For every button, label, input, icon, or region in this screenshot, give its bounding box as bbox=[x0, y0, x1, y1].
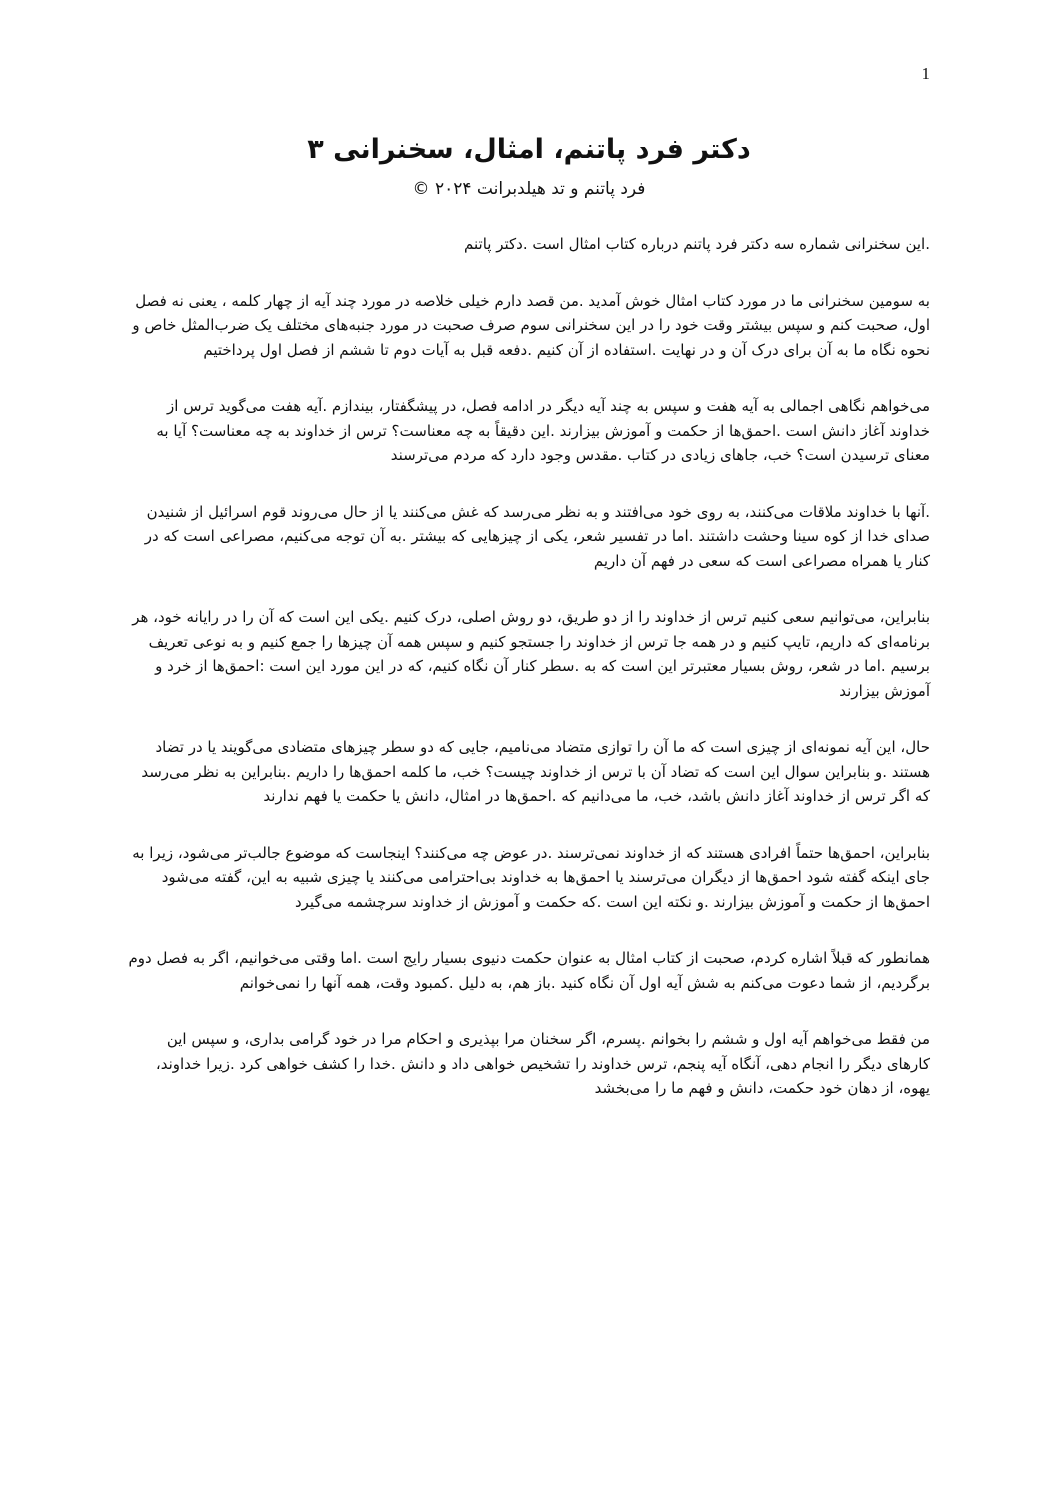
copyright-line: فرد پاتنم و تد هیلدبرانت ۲۰۲۴ © bbox=[412, 179, 646, 199]
paragraph-9: من فقط می‌خواهم آیه اول و ششم را بخوانم .پسرم، اگر سخنان مرا بپذیری و احکام مرا در خود گرامی بداری، و سپس این کارهای دیگر را انجام دهی، آنگاه آیه پنجم، ترس خداوند را تشخیص خواهی داد و دانش .خدا را کشف خواهی کرد .زیرا خداوند، یهوه، از دهان خود حکمت، دانش و فهم ما را می‌بخشد bbox=[155, 1030, 930, 1097]
page-title: دکتر فرد پاتنم، امثال، سخنرانی ۳ bbox=[307, 134, 751, 165]
paragraph-6: حال، این آیه نمونه‌ای از چیزی است که ما آن را توازی متضاد می‌نامیم، جایی که دو سطر چیزهای متضادی می‌گویند یا در تضاد هستند .و بنابراین سوال این است که تضاد آن با ترس از خداوند چیست؟ خب، ما کلمه احمق‌ها را داریم .بنابراین به نظر می‌رسد که اگر ترس از خداوند آغاز دانش باشد، خب، ما می‌دانیم که .احمق‌ها در امثال، دانش یا حکمت یا فهم ندارند bbox=[141, 738, 930, 805]
page-number: 1 bbox=[921, 64, 930, 83]
paragraph-5: بنابراین، می‌توانیم سعی کنیم ترس از خداوند را از دو طریق، دو روش اصلی، درک کنیم .یکی این است که آن را در رایانه خود، هر برنامه‌ای که داریم، تایپ کنیم و در همه جا ترس از خداوند را جستجو کنیم و سپس همه آن چیزها را جمع کنیم و به نوعی تعریف برسیم .اما در شعر، روش بسیار معتبرتر این است که به .سطر کنار آن نگاه کنیم، که در این مورد این است :احمق‌ها از خرد و آموزش بیزارند bbox=[132, 608, 930, 700]
paragraph-2: به سومین سخنرانی ما در مورد کتاب امثال خوش آمدید .من قصد دارم خیلی خلاصه در مورد چند آیه از چهار کلمه ، یعنی نه فصل اول، صحبت کنم و سپس بیشتر وقت خود را در این سخنرانی سوم صرف صحبت در مورد جنبه‌های مختلف یک ضرب‌المثل خاص و نحوه نگاه ما به آن برای درک آن و در نهایت .استفاده از آن کنیم .دفعه قبل به آیات دوم تا ششم از فصل اول پرداختیم bbox=[132, 291, 930, 359]
paragraph-7: بنابراین، احمق‌ها حتماً افرادی هستند که از خداوند نمی‌ترسند .در عوض چه می‌کنند؟ اینجاست که موضوع جالب‌تر می‌شود، زیرا به جای اینکه گفته شود احمق‌ها از دیگران می‌ترسند یا احمق‌ها به خداوند بی‌احترامی می‌کنند یا چیزی شبیه به این، گفته می‌شود احمق‌ها از حکمت و آموزش بیزارند .و نکته این است .که حکمت و آموزش از خداوند سرچشمه می‌گیرد bbox=[132, 843, 930, 911]
paragraph-3: می‌خواهم نگاهی اجمالی به آیه هفت و سپس به چند آیه دیگر در ادامه فصل، در پیشگفتار، بیندازم .آیه هفت می‌گوید ترس از خداوند آغاز دانش است .احمق‌ها از حکمت و آموزش بیزارند .این دقیقاً به چه معناست؟ ترس از خداوند به چه معناست؟ آیا به معنای ترسیدن است؟ خب، جاهای زیادی در کتاب .مقدس وجود دارد که مردم می‌ترسند bbox=[156, 397, 930, 464]
paragraph-8: همانطور که قبلاً اشاره کردم، صحبت از کتاب امثال به عنوان حکمت دنیوی بسیار رایج است .اما وقتی می‌خوانیم، اگر به فصل دوم برگردیم، از شما دعوت می‌کنم به شش آیه اول آن نگاه کنید .باز هم، به دلیل .کمبود وقت، همه آنها را نمی‌خوانم bbox=[128, 949, 930, 992]
paragraph-4: .آنها با خداوند ملاقات می‌کنند، به روی خود می‌افتند و به نظر می‌رسد که غش می‌کنند یا از حال می‌روند قوم اسرائیل از شنیدن صدای خدا از کوه سینا وحشت داشتند .اما در تفسیر شعر، یکی از چیزهایی که بیشتر .به آن توجه می‌کنیم، مصراعی است که در کنار یا همراه مصراعی است که سعی در فهم آن داریم bbox=[144, 502, 930, 570]
document-body bbox=[128, 232, 930, 1133]
paragraph-1: .این سخنرانی شماره سه دکتر فرد پاتنم درباره کتاب امثال است .دکتر پاتنم bbox=[464, 235, 930, 253]
title-block bbox=[128, 128, 930, 202]
